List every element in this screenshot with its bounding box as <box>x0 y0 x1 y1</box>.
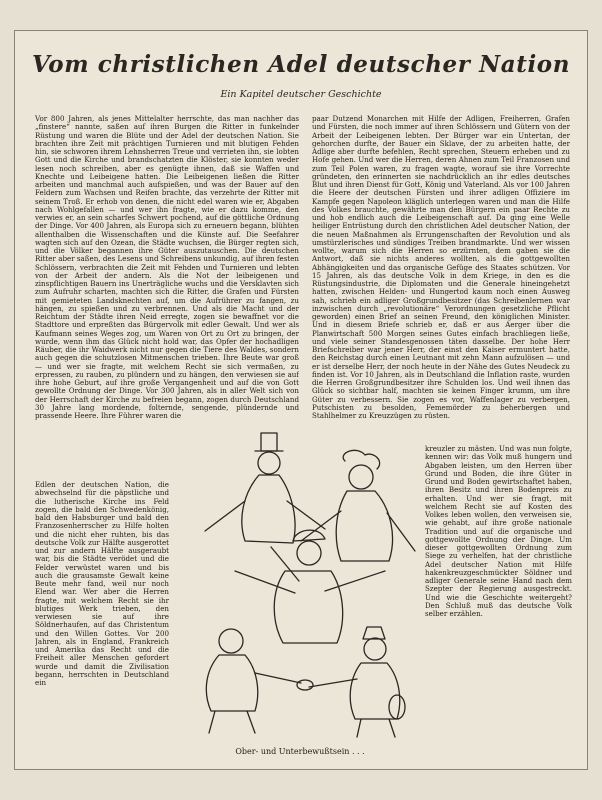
article-text-left-narrow: Edlen der deutschen Nation, die abwechselnd für die päpstliche und die lutherische Kirche ins Feld zogen, die bald den Schwedenkönig, bald den Habsburger und bald den Franzosenherrscher zu Hilfe holten und die nicht eher ruhten, bis das deutsche Volk zur Hälfte ausgerottet und zur andern Hälfte ausgeraubt war, bis die Städte verödet und die Felder verwüstet waren und bis auch die grausamste Gewalt keine Beute mehr fand, weil nur noch Elend war. Wer aber die Herren fragte, mit welchem Recht sie ihr blutiges Werk trieben, den verwiesen sie auf ihre Söldnerhaufen, auf das Christentum und den Willen Gottes. Vor 200 Jahren, als in England, Frankreich und Amerika das Recht und die Freiheit aller Menschen gefordert wurde und damit die Zivilisation begann, herrschten in Deutschland ein <box>35 481 169 687</box>
article-column-left-narrow <box>35 481 169 766</box>
article-column-right-narrow <box>425 445 572 765</box>
headline: Vom christlichen Adel deutscher Nation <box>31 51 571 78</box>
subheadline: Ein Kapitel deutscher Geschichte <box>220 89 382 100</box>
illustration-caption: Ober- und Unterbewußtsein . . . <box>235 747 365 756</box>
article-text-left: Vor 800 Jahren, als jenes Mittelalter herrschte, das man nachher das „finstere“ nannte, saßen auf ihren Burgen die Ritter in funkelnder Rüstung und waren die Blüte und der Adel der deutschen Nation. Sie brachten ihre Zeit mit prächtigen Turnieren und mit blutigen Fehden hin, sie schworen ihrem Lehnsherren Treue und verrieten ihn, sie lobten Gott und die Kirche und brandschatzten die Klöster, sie konnten weder lesen noch schreiben, aber es genügte ihnen, daß sie Waffen und Knechte und Leibeigene hatten. Die Leibeigenen ließen die Ritter arbeiten und manchmal auch aufspießen, und was der Bauer auf den Feldern zum Wachsen und Reifen brachte, das verzehrte der Ritter mit seinem Troß. Er erhob von denen, die nicht edel waren wie er, Abgaben nach Wohlgefallen — und wer ihn fragte, wie er dazu komme, den verwies er, an sein scharfes Schwert pochend, auf die göttliche Ordnung der Dinge. Vor 400 Jahren, als Europa sich zu erneuern begann, blühten allenthalben die Wissenschaften und die Künste auf. Die Seefahrer wagten sich auf den Ozean, die Städte wuchsen, die Bürger regten sich, und die Völker begannen ihre Güter auszutauschen. Die deutschen Ritter aber saßen, des Lesens und Schreibens unkundig, auf ihren festen Schlössern, verbrachten die Zeit mit Fehden und Turnieren und lebten von der Arbeit der andern. Als die Not der leibeigenen und zinspflichtigen Bauern ins Unerträgliche wuchs und die Versklavten sich zum Aufruhr scharten, machten sich die Ritter, die Grafen und Fürsten mit gemieteten Landsknechten auf, um die Aufrührer zu fangen, zu hängen, zu spießen und zu verbrennen. Und als die Macht und der Reichtum der Städte ihren Neid erregte, zogen sie bewaffnet vor die Stadttore und erpreßten das Bürgervolk mit edler Gewalt. Und wer als Kaufmann seines Weges zog, um Waren von Ort zu Ort zu bringen, der wurde, wenn ihm das Glück nicht hold war, das Opfer der hochadligen Räuber, die ihr Waidwerk nicht nur gegen die Tiere des Waldes, sondern auch gegen die schutzlosen Mitmenschen trieben. Ihre Beute war groß — und wer sie fragte, mit welchem Recht sie sich vermaßen, zu erpressen, zu rauben, zu plündern und zu hängen, den verwiesen sie auf ihre hohe Geburt, auf ihre große Vergangenheit und auf die von Gott gewollte Ordnung der Dinge. Vor 300 Jahren, als in aller Welt sich von der Herrschaft der Kirche zu befreien begann, zogen durch Deutschland 30 Jahre lang mordende, folternde, sengende, plündernde und prassende Heere. Ihre Führer waren die <box>35 115 299 420</box>
article-text-right: paar Dutzend Monarchen mit Hilfe der Adligen, Freiherren, Grafen und Fürsten, die noch immer auf ihren Schlössern und Gütern von der Arbeit der Leibeigenen lebten. Der Bürger war ein Untertan, der gehorchen durfte, der Bauer ein Sklave, der zu arbeiten hatte, der Adlige aber durfte befehlen, Recht sprechen, Steuern erheben und zu Hofe gehen. Und wer die Herren, deren Ahnen zum Teil Franzosen und zum Teil Polen waren, zu fragen wagte, worauf sie ihre Vorrechte gründeten, den erinnerten sie nachdrücklich an ihr edles deutsches Blut und ihren Dienst für Gott, König und Vaterland. Als vor 100 Jahren die Heere der deutschen Fürsten und ihrer adligen Offiziere im Kampfe gegen Napoleon kläglich unterlegen waren und man die Hilfe des Volkes brauchte, gewährte man den Bürgern ein paar Rechte zu und hob endlich auch die Leibeigenschaft auf. Da ging eine Welle heiliger Entrüstung durch den christlichen Adel deutscher Nation, der die neuen Maßnahmen als Errungenschaften der Revolution und als umstürzlerisches und sündiges Treiben brandmarkte. Und wer wissen wollte, warum sich die Herren so erzürnten, dem gaben sie die Antwort, daß sie nichts anderes wollten, als die gottgewollten Abhängigkeiten und das organische Gefüge des Staates schützen. Vor 15 Jahren, als das deutsche Volk in dem Kriege, in den es die Rüstungsindustrie, die Diplomaten und die Generale hineingehetzt hatten, zwischen Helden- und Hungertod kaum noch einen Ausweg sah, schrieb ein adliger Großgrundbesitzer (das Schreibenlernen war inzwischen durch „revolutionäre“ Verordnungen gesetzliche Pflicht geworden) einen Brief an seinen Freund, den königlichen Minister. Und in diesem Briefe schrieb er, daß er aus Aerger über die Planwirtschaft 500 Morgen seines Gutes einfach brachliegen ließe, und viele seiner Standesgenossen täten dasselbe. Der hohe Herr Briefschreiber war jener Herr, der einst den Kaiser ermuntert hatte, den Reichstag durch einen Leutnant mit zehn Mann aufzulösen — und er ist derselbe Herr, der noch heute in der Nähe des Gutes Neudeck zu finden ist. Vor 10 Jahren, als in Deutschland die Inflation raste, wurden die Herren Großgrundbesitzer ihre Schulden los. Und weil ihnen das Glück so sichtbar half, machten sie keinen Finger krumm, um ihre Güter zu verbessern. Sie zogen es vor, Waffenlager zu verbergen, Putschisten zu besolden, Fememörder zu beherbergen und Stahlhelmer zu Kreuzzügen zu rüsten. <box>312 115 570 420</box>
newspaper-page <box>14 30 588 770</box>
article-column-right <box>312 115 570 445</box>
article-text-right-narrow: kreuzler zu mästen. Und was nun folgte, kennen wir: das Volk muß hungern und Abgaben leisten, um den Herren über Grund und Boden, die ihre Güter in Grund und Boden gewirtschaftet haben, ihren Besitz und ihren Bodenpreis zu erhalten. Und wer sie fragt, mit welchem Recht sie auf Kosten des Volkes leben wollen, den verweisen sie, wie gehabt, auf ihre große nationale Tradition und auf die organische und gottgewollte Ordnung der Dinge. Um dieser gottgewollten Ordnung zum Siege zu verhelfen, hat der christliche Adel deutscher Nation mit Hilfe hakenkreuzgeschmückter Söldner und adliger Generale seine Hand nach dem Szepter der Regierung ausgestreckt. Und wie die Geschichte weitergeht? Den Schluß muß das deutsche Volk selber erzählen. <box>425 445 572 618</box>
cartoon-illustration <box>175 421 435 746</box>
